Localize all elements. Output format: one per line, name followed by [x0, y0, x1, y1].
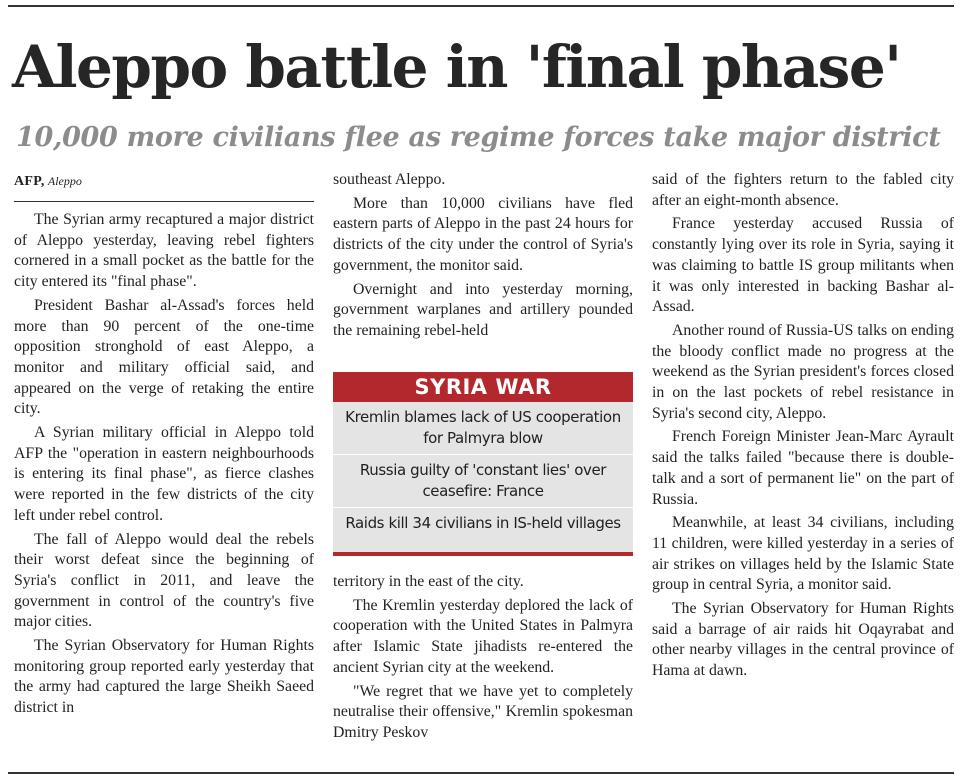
- sidebar-headline-link[interactable]: Raids kill 34 civilians in IS-held villages: [345, 514, 621, 532]
- paragraph: The Syrian army recaptured a major district of Aleppo yesterday, leaving rebel fighters cornered in a small pocket as the battle for the city entered its "final phase".: [14, 211, 314, 291]
- top-rule: [8, 5, 954, 7]
- paragraph: Meanwhile, at least 34 civilians, including 11 children, were killed yesterday in a series of air strikes on villages held by the Islamic State group in central Syria, a monitor said.: [652, 514, 954, 594]
- paragraph: The Kremlin yesterday deplored the lack of cooperation with the United States in Palmyra after Islamic State jihadists re-entered the ancient Syrian city at the weekend.: [333, 596, 633, 676]
- paragraph: French Foreign Minister Jean-Marc Ayrault said the talks failed "because there is double-talk and a sort of permanent lie" on the part of Russia.: [652, 428, 954, 508]
- paragraph: said of the fighters return to the fabled city after an eight-month absence.: [652, 171, 954, 209]
- paragraph: France yesterday accused Russia of constantly lying over its role in Syria, saying it was claiming to battle IS group militants when it was only interested in backing Bashar al-Assad.: [652, 215, 954, 316]
- article-column-2-bottom: [333, 572, 633, 747]
- syria-war-sidebar: [333, 372, 633, 556]
- sidebar-headline-link[interactable]: Kremlin blames lack of US cooperation for Palmyra blow: [333, 402, 633, 455]
- article-column-3: [652, 170, 954, 685]
- article-column-1: [14, 170, 314, 722]
- paragraph: The Syrian Observatory for Human Rights said a barrage of air raids hit Oqayrabat and other nearby villages in the central province of Hama at dawn.: [652, 600, 954, 680]
- paragraph: President Bashar al-Assad's forces held more than 90 percent of the one-time opposition stronghold of east Aleppo, a monitor and military official said, and appeared on the verge of retaking the entire city.: [14, 296, 314, 418]
- subheadline: 10,000 more civilians flee as regime forces take major district: [16, 122, 941, 153]
- paragraph: The Syrian Observatory for Human Rights monitoring group reported early yesterday that the army had captured the large Sheikh Saeed district in: [14, 637, 314, 717]
- byline-agency: AFP,: [14, 174, 45, 189]
- headline: Aleppo battle in 'final phase': [12, 33, 901, 101]
- bottom-rule: [8, 772, 954, 774]
- paragraph: "We regret that we have yet to completely neutralise their offensive," Kremlin spokesman Dmitry Peskov: [333, 682, 633, 741]
- paragraph: southeast Aleppo.: [333, 171, 446, 188]
- byline-place: Aleppo: [47, 174, 82, 188]
- paragraph: Another round of Russia-US talks on ending the bloody conflict made no progress at the weekend as the Syrian president's forces closed in on the last pockets of rebel resistance in Syria's second city, Aleppo.: [652, 321, 954, 422]
- paragraph: Overnight and into yesterday morning, government warplanes and artillery pounded the remaining rebel-held: [333, 280, 633, 339]
- paragraph: The fall of Aleppo would deal the rebels their worst defeat since the beginning of Syria's conflict in 2011, and leave the government in control of the country's five major cities.: [14, 530, 314, 631]
- paragraph: A Syrian military official in Aleppo told AFP the "operation in eastern neighbourhoods is entering its final phase", as fierce clashes were reported in the few districts of the city left under rebel control.: [14, 424, 314, 524]
- paragraph: territory in the east of the city.: [333, 573, 524, 590]
- sidebar-title: SYRIA WAR: [333, 372, 633, 402]
- byline: [14, 170, 314, 202]
- article-column-2-top: [333, 170, 633, 345]
- paragraph: More than 10,000 civilians have fled eastern parts of Aleppo in the past 24 hours for districts of the city under the control of Syria's government, the monitor said.: [333, 194, 633, 274]
- sidebar-headline-link[interactable]: Russia guilty of 'constant lies' over ceasefire: France: [333, 455, 633, 508]
